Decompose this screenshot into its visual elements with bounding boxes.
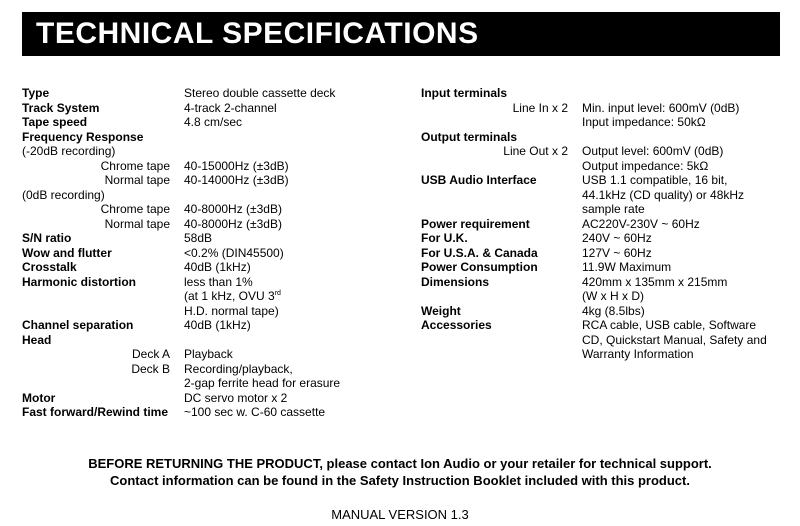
spec-label: Accessories [421, 318, 492, 332]
spec-value: 127V ~ 60Hz [582, 245, 652, 260]
spec-sublabel: Line Out x 2 [503, 144, 568, 158]
spec-row-input-terminals [421, 86, 791, 101]
spec-value: USB 1.1 compatible, 16 bit, 44.1kHz (CD quality) or 48kHz sample rate [582, 173, 745, 216]
spec-row-for-uk [421, 231, 791, 246]
spec-row-0db [22, 188, 402, 203]
spec-value: Playback [184, 347, 233, 361]
specs-left-column [22, 86, 402, 420]
spec-label: Fast forward/Rewind time [22, 405, 169, 419]
spec-label: Channel separation [22, 318, 134, 332]
manual-version: MANUAL VERSION 1.3 [331, 507, 469, 522]
spec-label: Head [22, 332, 52, 347]
spec-value-text: less than 1% (at 1 kHz, OVU 3 [184, 274, 275, 303]
spec-value: Min. input level: 600mV (0dB) Input impedance: 50kΩ [582, 100, 740, 129]
spec-row-tape-speed [22, 115, 402, 130]
spec-value: Recording/playback, 2-gap ferrite head for erasure [184, 361, 341, 390]
support-notice [0, 455, 800, 489]
spec-label: Type [22, 86, 50, 100]
spec-value [184, 275, 402, 319]
spec-label: Track System [22, 100, 100, 115]
spec-value [582, 86, 791, 101]
spec-value: 240V ~ 60Hz [582, 231, 652, 245]
spec-sublabel: Chrome tape [100, 158, 170, 173]
spec-value: ~100 sec w. C-60 cassette [184, 405, 326, 419]
spec-label: Harmonic distortion [22, 274, 137, 289]
spec-label: For U.K. [421, 231, 468, 245]
spec-value: DC servo motor x 2 [184, 390, 288, 405]
spec-value: 420mm x 135mm x 215mm (W x H x D) [582, 274, 728, 303]
spec-row-for-usa-canada [421, 246, 791, 261]
spec-row-sn-ratio [22, 231, 402, 246]
spec-value [184, 333, 402, 348]
spec-sublabel: Normal tape [104, 173, 170, 187]
spec-sublabel: Line In x 2 [512, 100, 568, 115]
banner-underline [22, 54, 780, 56]
spec-value: 4kg (8.5lbs) [582, 303, 645, 318]
spec-sublabel: Normal tape [104, 216, 170, 231]
spec-row-deck-a [22, 347, 402, 362]
spec-value: RCA cable, USB cable, Software CD, Quickstart Manual, Safety and Warranty Information [582, 318, 767, 361]
spec-value: 40-14000Hz (±3dB) [184, 173, 289, 187]
notice-line-1: BEFORE RETURNING THE PRODUCT, please contact Ion Audio or your retailer for technical support. [88, 456, 712, 471]
spec-sublabel: Chrome tape [100, 202, 170, 216]
spec-row-ff-rewind [22, 405, 402, 420]
notice-line-2: Contact information can be found in the Safety Instruction Booklet included with this product. [110, 473, 690, 488]
spec-label: Dimensions [421, 274, 490, 289]
spec-row-usb-audio [421, 173, 791, 217]
spec-value: 11.9W Maximum [582, 260, 672, 274]
spec-row-type [22, 86, 402, 101]
spec-value [582, 130, 791, 145]
spec-label: Crosstalk [22, 260, 77, 274]
spec-sublabel: Deck A [131, 347, 170, 361]
spec-sublabel: Deck B [131, 361, 170, 376]
spec-value: 40-8000Hz (±3dB) [184, 216, 282, 231]
page-title: TECHNICAL SPECIFICATIONS [36, 17, 479, 50]
spec-row-channel-separation [22, 318, 402, 333]
spec-label: For U.S.A. & Canada [421, 245, 538, 260]
spec-row-track-system [22, 101, 402, 116]
spec-label: Output terminals [421, 129, 518, 144]
spec-value: 40dB (1kHz) [184, 260, 251, 274]
spec-row-dimensions [421, 275, 791, 304]
spec-value: AC220V-230V ~ 60Hz [582, 216, 700, 231]
spec-value [184, 188, 402, 203]
spec-label: Motor [22, 390, 56, 405]
spec-value: 58dB [184, 231, 213, 245]
spec-label: Input terminals [421, 86, 508, 100]
spec-row-power-requirement [421, 217, 791, 232]
spec-label: S/N ratio [22, 231, 72, 245]
spec-superscript: rd [274, 290, 281, 297]
spec-label: Power Consumption [421, 260, 538, 274]
spec-row-harmonic-distortion [22, 275, 402, 319]
spec-row-weight [421, 304, 791, 319]
spec-value: Stereo double cassette deck [184, 86, 336, 100]
spec-label: Power requirement [421, 216, 530, 231]
spec-label: Frequency Response [22, 129, 144, 144]
spec-value [184, 130, 402, 145]
spec-row-head [22, 333, 402, 348]
spec-row-wow-flutter [22, 246, 402, 261]
spec-row-power-consumption [421, 260, 791, 275]
spec-value: Output level: 600mV (0dB) Output impedance: 5kΩ [582, 144, 724, 173]
spec-row-minus20db [22, 144, 402, 159]
spec-row-normal-20 [22, 173, 402, 188]
spec-row-chrome-20 [22, 159, 402, 174]
spec-value: <0.2% (DIN45500) [184, 245, 284, 260]
spec-value: 40-15000Hz (±3dB) [184, 158, 289, 173]
spec-row-normal-0 [22, 217, 402, 232]
spec-row-line-out [421, 144, 791, 173]
spec-row-deck-b [22, 362, 402, 391]
spec-label: USB Audio Interface [421, 173, 537, 187]
spec-sublabel: (-20dB recording) [22, 144, 116, 158]
specs-right-column [421, 86, 791, 362]
spec-row-motor [22, 391, 402, 406]
spec-row-output-terminals [421, 130, 791, 145]
spec-value [184, 144, 402, 159]
spec-value-text: H.D. normal tape) [184, 303, 279, 318]
spec-row-chrome-0 [22, 202, 402, 217]
spec-label: Tape speed [22, 115, 88, 129]
spec-row-line-in [421, 101, 791, 130]
spec-row-accessories [421, 318, 791, 362]
spec-value: 4.8 cm/sec [184, 115, 243, 129]
spec-row-crosstalk [22, 260, 402, 275]
spec-value: 40-8000Hz (±3dB) [184, 202, 282, 216]
spec-label: Weight [421, 303, 461, 318]
spec-sublabel: (0dB recording) [22, 187, 105, 202]
spec-label: Wow and flutter [22, 245, 112, 260]
spec-value: 4-track 2-channel [184, 100, 277, 115]
spec-row-frequency-response [22, 130, 402, 145]
section-banner [22, 12, 780, 54]
spec-value: 40dB (1kHz) [184, 318, 251, 332]
